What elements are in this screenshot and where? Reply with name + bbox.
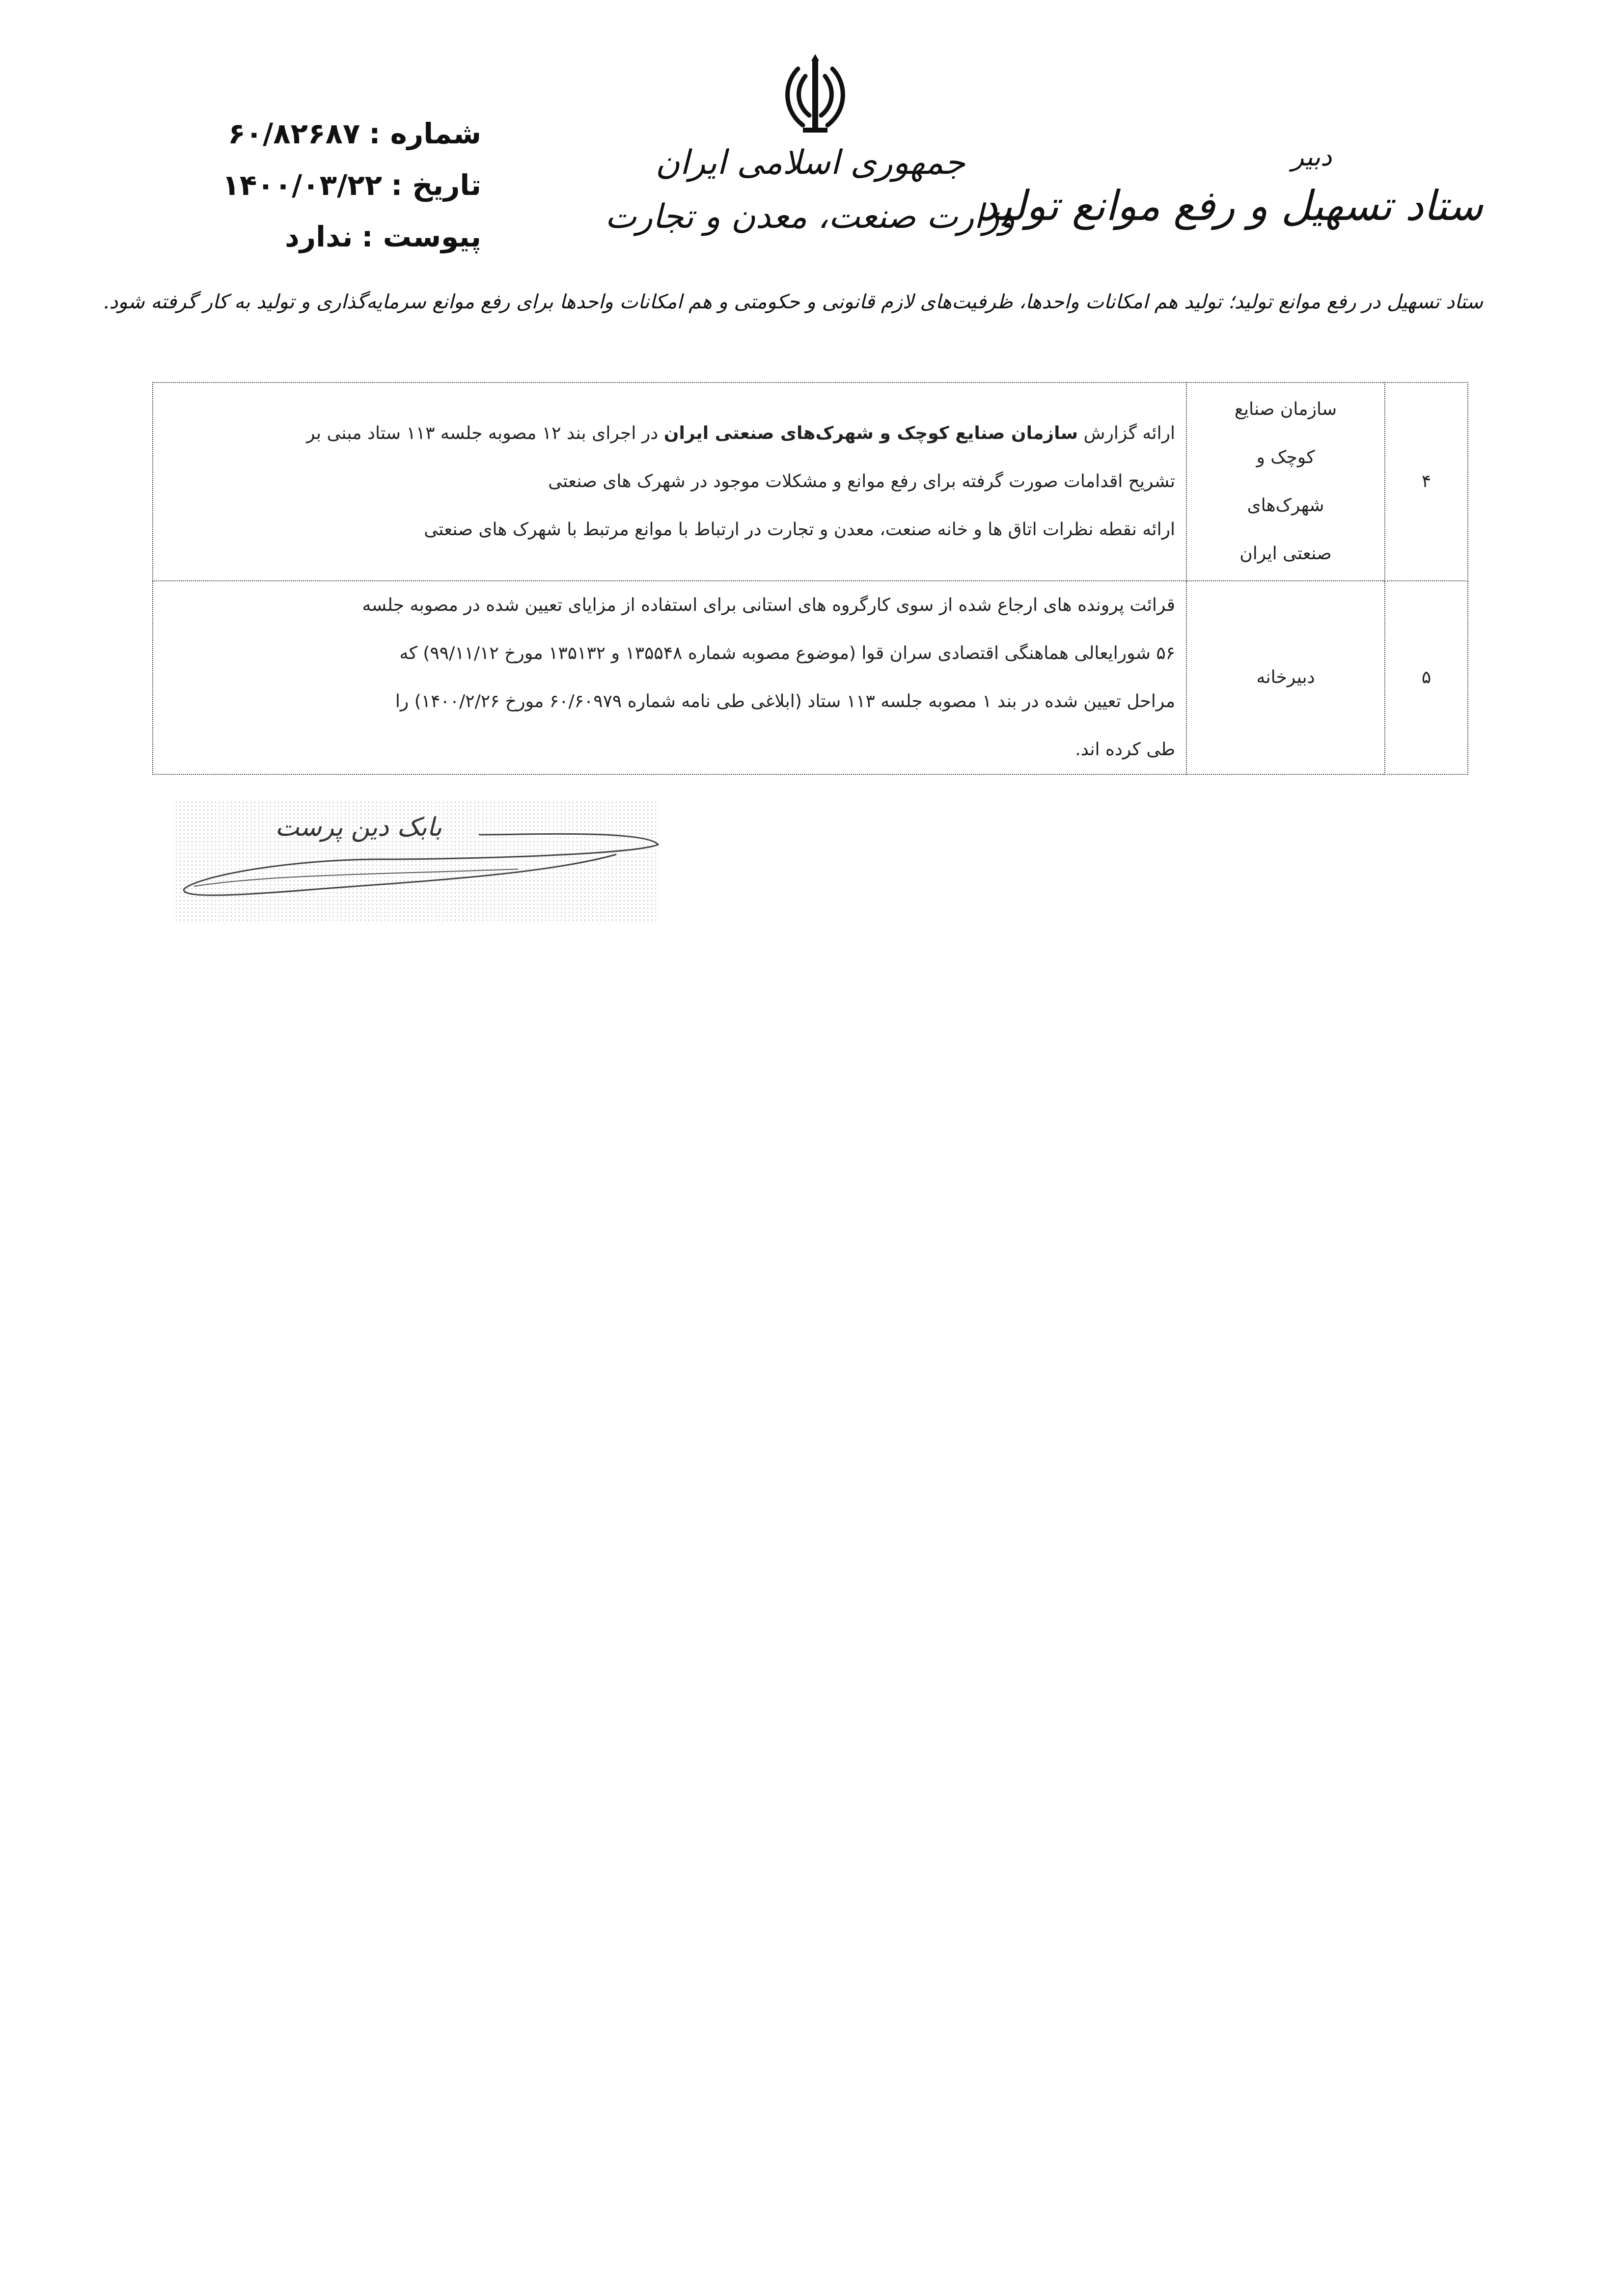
- letter-attachment-value: ندارد: [285, 220, 353, 253]
- description-line: طی کرده اند.: [1075, 739, 1175, 760]
- iran-emblem-icon: [781, 54, 850, 137]
- row-number: ۴: [1385, 383, 1468, 581]
- description-line: قرائت پرونده های ارجاع شده از سوی کارگروه های استانی برای استفاده از مزایای تعیین شده در مصوبه جلسه: [362, 595, 1175, 615]
- description-line: تشریح اقدامات صورت گرفته برای رفع موانع و مشکلات موجود در شهرک های صنعتی: [548, 471, 1175, 492]
- table-row: [153, 383, 1468, 581]
- letter-date: [147, 160, 481, 211]
- description-bold-text: سازمان صنایع کوچک و شهرک‌های صنعتی ایران: [663, 423, 1078, 443]
- row-number: ۵: [1385, 581, 1468, 774]
- description-line: ۵۶ شورایعالی هماهنگی اقتصادی سران قوا (موضوع مصوبه شماره ۱۳۵۵۴۸ و ۱۳۵۱۳۲ مورخ ۹۹/۱۱/۱۲) که: [399, 643, 1175, 663]
- description-text: در اجرای بند ۱۲ مصوبه جلسه ۱۱۳ ستاد مبنی بر: [306, 423, 664, 443]
- responsible-line: شهرک‌های: [1247, 495, 1324, 516]
- letter-date-value: ۱۴۰۰/۰۳/۲۲: [222, 168, 383, 202]
- description-line: [164, 410, 1175, 458]
- republic-title: جمهوری اسلامی ایران: [655, 143, 965, 182]
- description-cell: [153, 383, 1186, 581]
- letter-number: [147, 108, 481, 160]
- table-row: [153, 581, 1468, 774]
- responsible-cell: [1186, 383, 1385, 581]
- responsible-cell: [1186, 581, 1385, 774]
- description-text: ارائه گزارش: [1078, 423, 1175, 443]
- letter-number-label: شماره :: [369, 117, 481, 150]
- description-line: ارائه نقطه نظرات اتاق ها و خانه صنعت، معدن و تجارت در ارتباط با موانع مرتبط با شهرک های صنعتی: [424, 519, 1175, 540]
- letter-attachment-label: پیوست :: [361, 220, 481, 253]
- responsible-line: دبیرخانه: [1256, 667, 1315, 687]
- headquarters-superscript: دبیر: [1292, 142, 1332, 172]
- description-cell: [153, 581, 1186, 774]
- letter-attachment: [147, 211, 481, 263]
- motto-line: ستاد تسهیل در رفع موانع تولید؛ تولید هم امکانات واحدها، ظرفیت‌های لازم قانونی و حکومتی و هم امکانات واحدها برای رفع موانع سرمایه‌گذاری و تولید به کار گرفته شود.: [103, 291, 1483, 313]
- letter-number-value: ۶۰/۸۲۶۸۷: [228, 117, 360, 150]
- ministry-title: وزارت صنعت، معدن و تجارت: [605, 197, 1016, 236]
- headquarters-title: ستاد تسهیل و رفع موانع تولید: [979, 182, 1483, 230]
- responsible-line: کوچک و: [1256, 447, 1315, 467]
- headquarters-logo: [979, 142, 1483, 265]
- letter-meta: [147, 108, 481, 263]
- letter-date-label: تاریخ :: [391, 168, 481, 202]
- signatory-name: بابک دین پرست: [275, 813, 442, 842]
- agenda-table: [152, 382, 1468, 775]
- description-line: مراحل تعیین شده در بند ۱ مصوبه جلسه ۱۱۳ ستاد (ابلاغی طی نامه شماره ۶۰/۶۰۹۷۹ مورخ ۱۴۰۰/۲/۲۶) را: [395, 691, 1175, 711]
- signature-scribble: [174, 800, 658, 923]
- responsible-line: سازمان صنایع: [1234, 399, 1337, 419]
- responsible-line: صنعتی ایران: [1239, 544, 1332, 564]
